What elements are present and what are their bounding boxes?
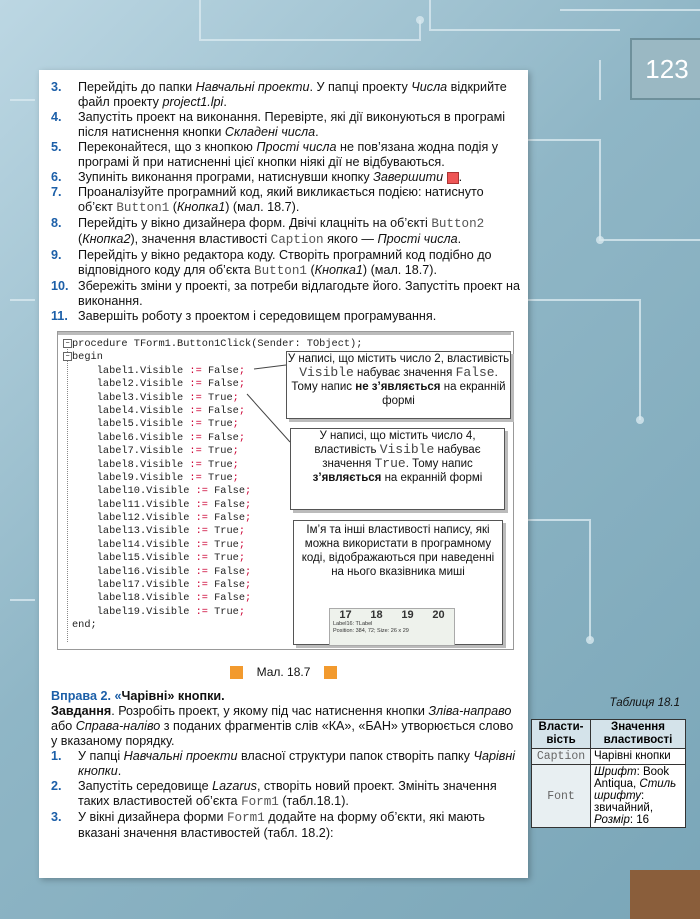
- table-row: [532, 749, 686, 765]
- cell-property: Caption: [532, 749, 591, 765]
- code-line: label16.Visible := False;: [72, 565, 252, 578]
- header-value: Значення властивості: [591, 720, 686, 749]
- table-caption: Таблиця 18.1: [609, 697, 680, 709]
- text: Position: 384, 72; Size: 26 x 29: [333, 628, 409, 634]
- text: Навчальні проекти: [195, 80, 310, 94]
- text: Зупиніть виконання програми, натиснувши кнопку: [78, 170, 374, 184]
- text: набуває значення: [353, 367, 456, 379]
- text: Зліва-направо: [428, 704, 512, 718]
- text: Навчальні проекти: [123, 749, 238, 763]
- step-number: 3.: [51, 80, 62, 94]
- step-number: 4.: [51, 110, 62, 124]
- code-line: label18.Visible := False;: [72, 592, 252, 605]
- text: (табл.18.1).: [278, 794, 349, 808]
- table-header: [532, 720, 686, 749]
- text: з’являється: [312, 472, 382, 484]
- text: з поданих фрагментів слів «КА», «БАН» утворюється слово у вказаному порядку.: [51, 719, 514, 748]
- figure-caption: [39, 665, 528, 679]
- step-number: 7.: [51, 185, 62, 199]
- code-line: label5.Visible := True;: [72, 418, 239, 431]
- code-line: label3.Visible := True;: [72, 391, 239, 404]
- text: У написі, що містить число 4, властивість: [314, 430, 476, 456]
- code: Button2: [431, 217, 485, 231]
- text: Завершити: [373, 170, 444, 184]
- text: якого —: [323, 232, 378, 246]
- text: ), значення властивості: [130, 232, 271, 246]
- text: » кнопки.: [167, 689, 225, 703]
- exercise-step-3: [51, 810, 521, 841]
- text: (: [306, 263, 315, 277]
- exercise-title: [51, 689, 521, 704]
- text: Вправа 2. «: [51, 689, 122, 703]
- text: , створіть новий проект. Змініть значення таких властивостей об’єкта: [78, 779, 497, 808]
- header-property: Власти-вість: [532, 720, 591, 749]
- text: Перейдіть у вікно редактора коду. Створіть програмний код подібно до відповідного коду для об’єкта: [78, 248, 492, 277]
- text: Чарівні кнопки: [78, 749, 516, 778]
- text: Кнопка2: [82, 232, 131, 246]
- text: . У папці проекту: [309, 80, 412, 94]
- code-line: label10.Visible := False;: [72, 485, 252, 498]
- exercise-task: [51, 704, 521, 749]
- code-line: label15.Visible := True;: [72, 552, 246, 565]
- text: Стиль шрифту: [594, 778, 677, 802]
- cell-value: [591, 765, 686, 828]
- step-number: 11.: [51, 309, 68, 323]
- page-sheet: [39, 70, 528, 878]
- text: Справа-наліво: [75, 719, 161, 733]
- text: .: [315, 125, 319, 139]
- exercise-step-1: [51, 749, 521, 779]
- text: Шрифт: [594, 766, 637, 778]
- text: 20: [432, 609, 445, 621]
- text: Числа: [411, 80, 448, 94]
- fold-minus-icon: −: [63, 352, 72, 361]
- properties-table: [531, 719, 686, 828]
- code-line: label1.Visible := False;: [72, 364, 246, 377]
- text: додайте на форму об’єкти, які мають вказані значення властивостей (табл. 18.2):: [78, 810, 485, 840]
- text: 17: [339, 609, 352, 621]
- code-line: label9.Visible := True;: [72, 471, 239, 484]
- text: 18: [370, 609, 383, 621]
- cell-property: Font: [532, 765, 591, 828]
- text: на екранній формі: [381, 472, 483, 484]
- text: : 16: [629, 814, 650, 826]
- text: . Розробіть проект, у якому під час натиснення кнопки: [111, 704, 429, 718]
- text: набуває значення: [322, 444, 481, 470]
- text: Прості числа: [256, 140, 337, 154]
- fold-minus-icon: −: [63, 339, 72, 348]
- code-line: label12.Visible := False;: [72, 512, 252, 525]
- text: Завершіть роботу з проектом і середовищем програмування.: [78, 309, 437, 323]
- text: .: [223, 95, 227, 109]
- code: True: [374, 456, 406, 471]
- text: : Book Antiqua,: [594, 766, 670, 790]
- code-line: label11.Visible := False;: [72, 498, 252, 511]
- text: .: [457, 232, 462, 246]
- text: Розмір: [594, 814, 630, 826]
- text: У написі, що містить число 2, властивість: [287, 353, 510, 365]
- text: Запустіть проект на виконання. Перевірте, які дії виконуються в програмі після натиснення кнопки: [78, 110, 506, 139]
- code-line: label4.Visible := False;: [72, 404, 246, 417]
- code-line: procedure TForm1.Button1Click(Sender: TObject);: [72, 338, 363, 350]
- exercise-block: [51, 689, 521, 841]
- text: . Тому напис: [405, 458, 473, 470]
- text: Lazarus: [212, 779, 257, 793]
- code-line: label17.Visible := False;: [72, 579, 252, 592]
- code: Caption: [270, 233, 324, 247]
- text: Збережіть зміни у проекті, за потреби відлагодьте його. Запустіть проект на виконання.: [78, 279, 520, 308]
- cell-value: Чарівні кнопки: [591, 749, 686, 765]
- text: project1.lpi: [162, 95, 224, 109]
- code: Visible: [379, 442, 435, 457]
- code-line: label2.Visible := False;: [72, 378, 246, 391]
- text: У папці: [78, 749, 124, 763]
- text: Перейдіть до папки: [78, 80, 196, 94]
- text: власної структури папок створіть папку: [237, 749, 474, 763]
- text: Запустіть середовище: [78, 779, 213, 793]
- text: ) (мал. 18.7).: [225, 200, 300, 214]
- exercise-step-2: [51, 779, 521, 810]
- code-line: begin: [72, 351, 103, 364]
- text: (: [169, 200, 177, 214]
- code: Visible: [299, 365, 354, 380]
- text: Прості числа: [377, 232, 458, 246]
- table-row: [532, 765, 686, 828]
- step-number: 9.: [51, 248, 62, 262]
- text: . Тому напис: [291, 367, 498, 393]
- step-number: 3.: [51, 810, 62, 824]
- text: Кнопка1: [176, 200, 226, 214]
- code-line: label7.Visible := True;: [72, 445, 239, 458]
- text: (: [78, 232, 83, 246]
- code-line: label14.Visible := True;: [72, 538, 246, 551]
- orange-square-icon: [230, 666, 243, 679]
- code-line: label19.Visible := True;: [72, 605, 246, 618]
- text: або: [51, 719, 76, 733]
- text: Label16: TLabel: [333, 621, 373, 627]
- text: Мал. 18.7: [256, 665, 311, 679]
- step-number: 6.: [51, 170, 62, 184]
- step-number: 2.: [51, 779, 62, 793]
- text: Перейдіть у вікно дизайнера форм. Двічі клацніть на об’єкті: [78, 216, 432, 230]
- text: відкрийте файл проекту: [78, 80, 507, 109]
- code: Form1: [241, 795, 279, 809]
- text: 19: [401, 609, 414, 621]
- text: Переконайтеся, що з кнопкою: [78, 140, 257, 154]
- text: Чарівні: [121, 689, 168, 703]
- code-line: end;: [72, 619, 97, 632]
- text: Складені числа: [224, 125, 316, 139]
- step-number: 1.: [51, 749, 62, 763]
- code: Button1: [116, 201, 170, 215]
- text: Завдання: [51, 704, 112, 718]
- text: У вікні дизайнера форми: [78, 810, 227, 824]
- code: Form1: [226, 811, 265, 825]
- text: Кнопка1: [314, 263, 363, 277]
- code-line: label6.Visible := False;: [72, 431, 246, 444]
- text: : звичайний,: [594, 790, 654, 814]
- code-line: label8.Visible := True;: [72, 458, 239, 471]
- step-number: 8.: [51, 216, 62, 230]
- page-number: 123: [630, 38, 700, 100]
- step-number: 5.: [51, 140, 62, 154]
- text: не з’являється: [355, 381, 441, 393]
- text: на екранній формі: [382, 381, 506, 407]
- code: False: [455, 365, 495, 380]
- text: .: [117, 764, 122, 778]
- text: .: [458, 170, 463, 184]
- text: не пов’язана жодна подія у програмі й при натисненні цієї кнопки ніякі дії не відбуваються.: [78, 140, 499, 169]
- text: ) (мал. 18.7).: [362, 263, 438, 277]
- callout-pointers: [39, 70, 528, 670]
- text: Ім’я та інші властивості напису, які можна використати в програмному коді, відображаються при наведенні на нього вказівника миші: [301, 524, 495, 578]
- orange-square-icon: [324, 666, 337, 679]
- code-line: label13.Visible := True;: [72, 525, 246, 538]
- code: Button1: [254, 264, 307, 278]
- text: Проаналізуйте програмний код, який викликається подією: натиснуто об’єкт: [78, 185, 484, 214]
- step-number: 10.: [51, 279, 69, 293]
